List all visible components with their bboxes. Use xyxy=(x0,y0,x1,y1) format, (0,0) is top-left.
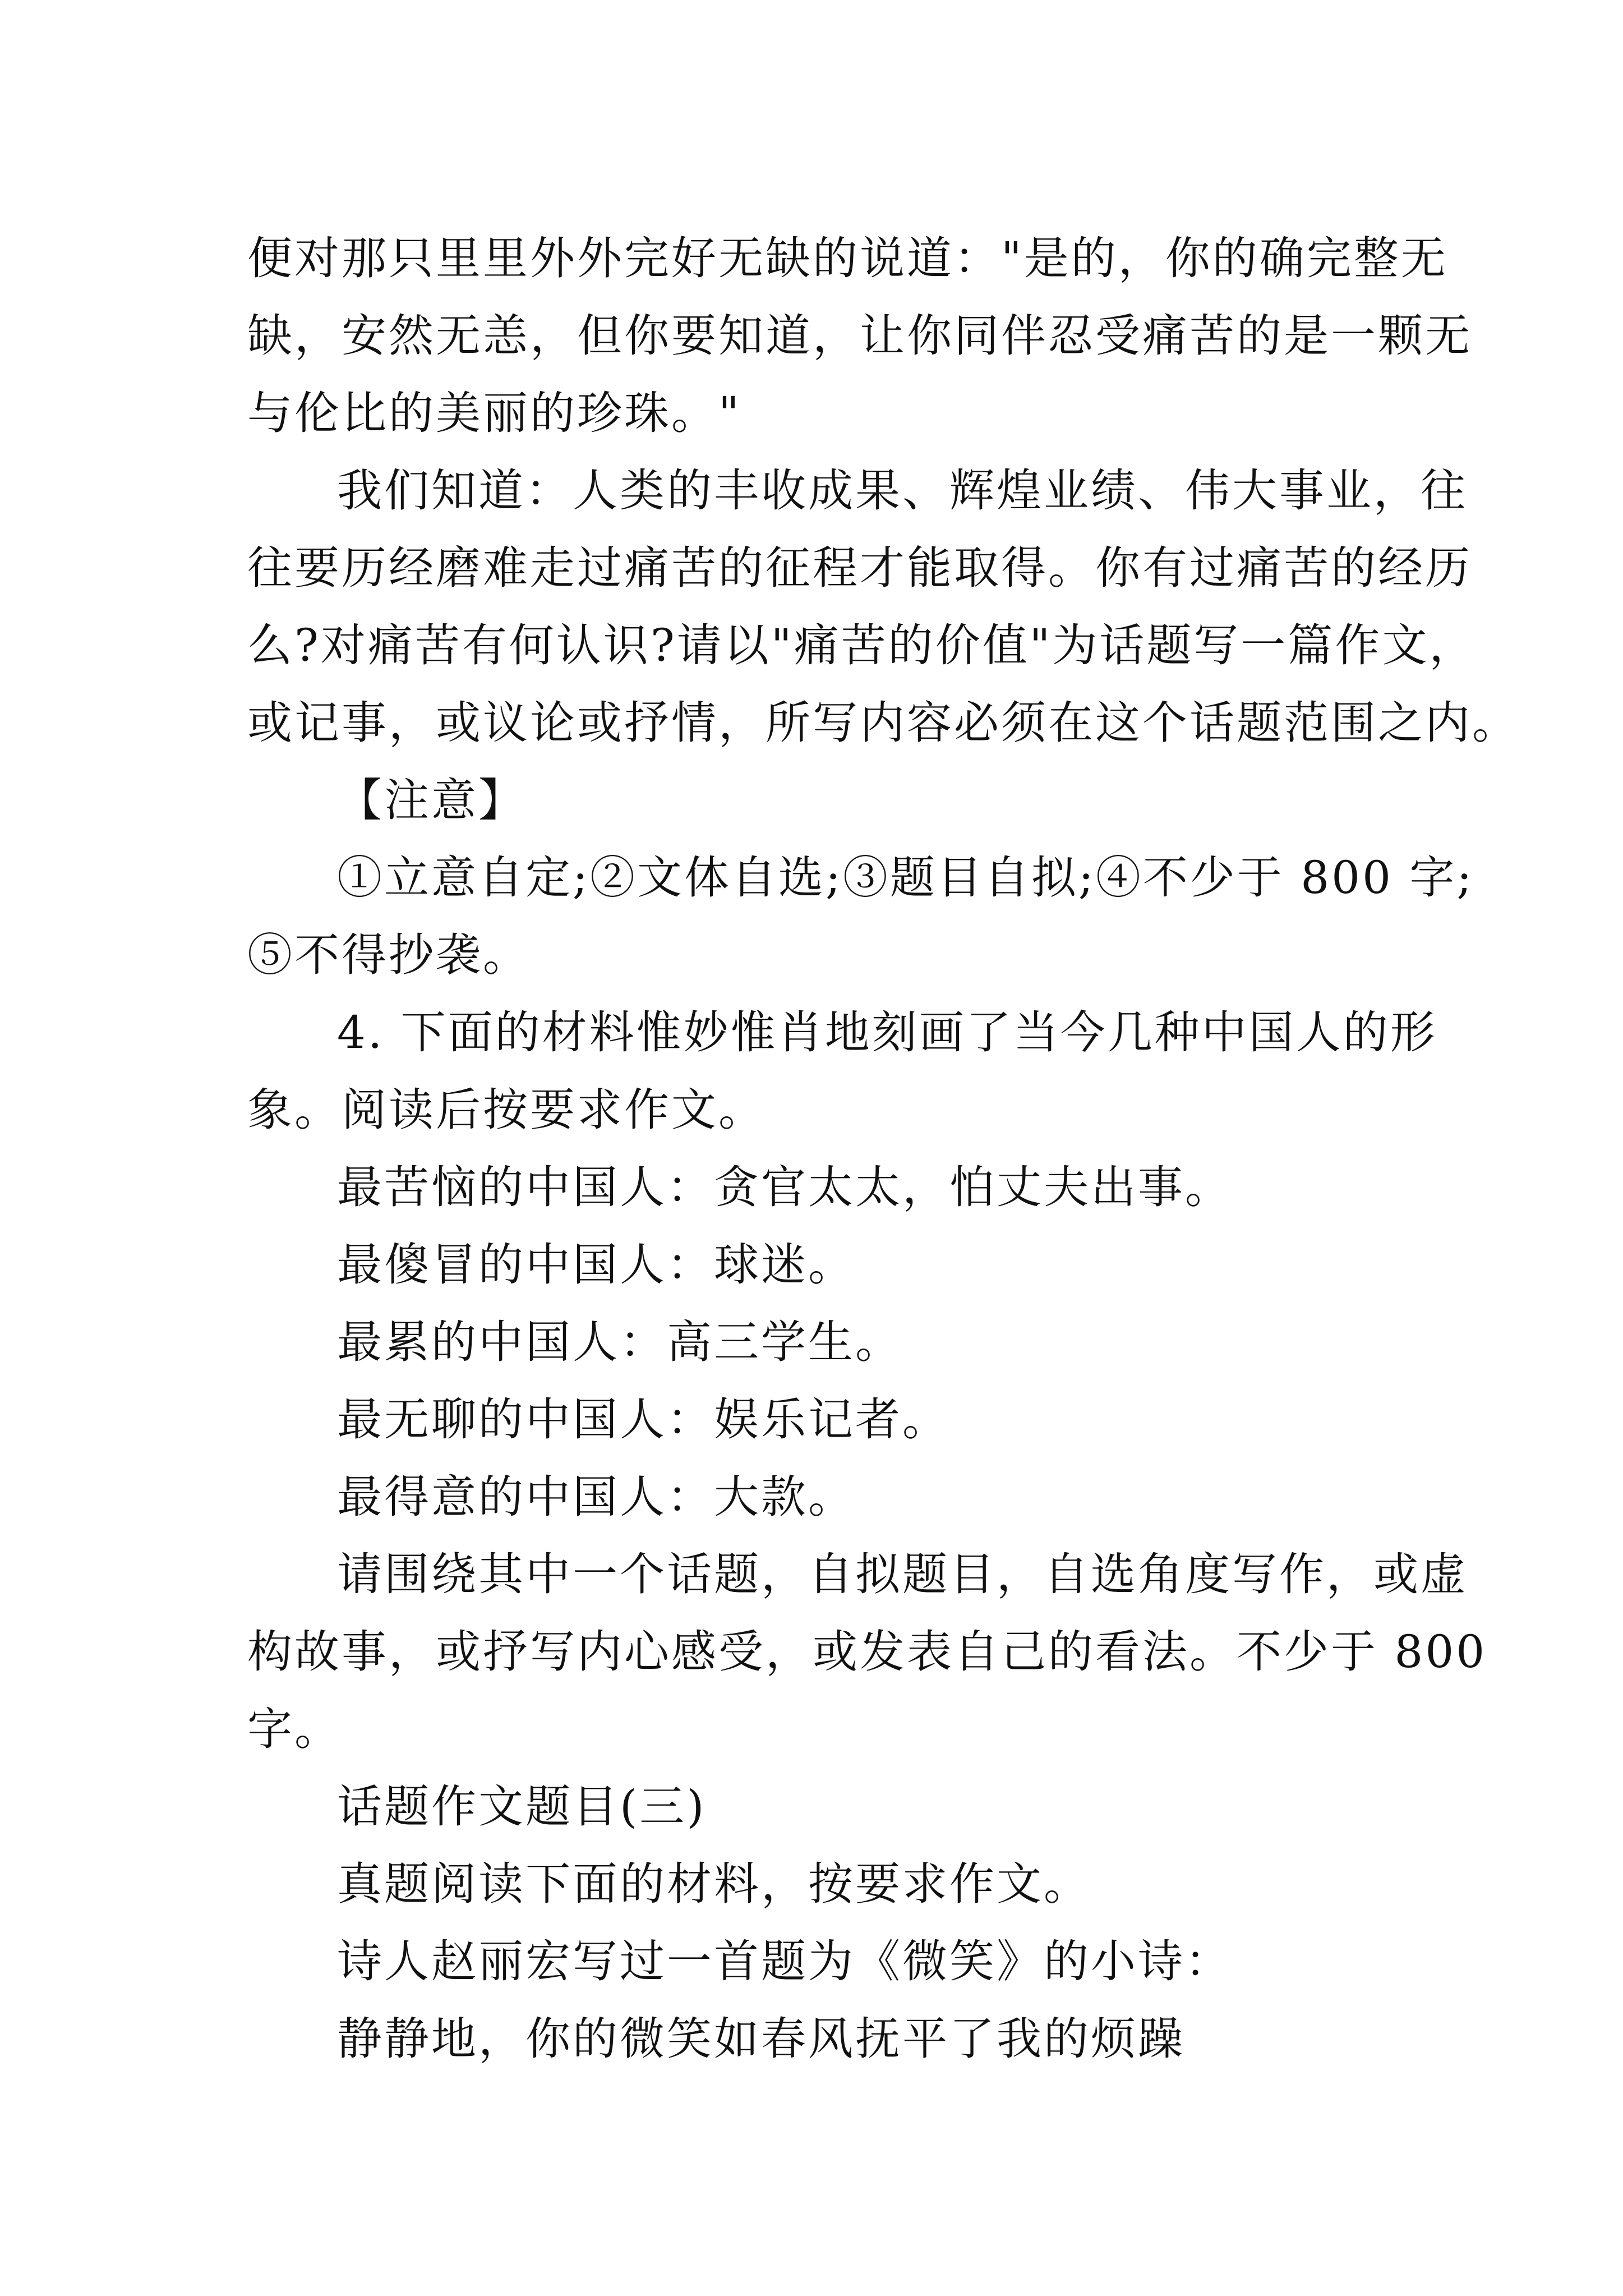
text-line: 往要历经磨难走过痛苦的征程才能取得。你有过痛苦的经历 xyxy=(247,542,1472,594)
text-line: 与伦比的美丽的珍珠。" xyxy=(247,387,741,439)
list-item: 最无聊的中国人：娱乐记者。 xyxy=(337,1393,949,1446)
text-line: ⑤不得抄袭。 xyxy=(247,929,530,981)
document-body xyxy=(247,220,1519,2078)
text-line: 请围绕其中一个话题，自拟题目，自选角度写作，或虚 xyxy=(337,1548,1468,1600)
section-heading: 【注意】 xyxy=(337,774,525,826)
list-item: 最得意的中国人：大款。 xyxy=(337,1471,855,1523)
text-line: 便对那只里里外外完好无缺的说道："是的，你的确完整无 xyxy=(247,232,1448,284)
section-heading: 话题作文题目(三) xyxy=(337,1780,707,1833)
text-line: 或记事，或议论或抒情，所写内容必须在这个话题范围之内。 xyxy=(247,697,1519,749)
text-line: 缺，安然无恙，但你要知道，让你同伴忍受痛苦的是一颗无 xyxy=(247,310,1472,362)
text-line: 象。阅读后按要求作文。 xyxy=(247,1084,766,1136)
list-item: 最累的中国人：高三学生。 xyxy=(337,1316,902,1368)
list-item: 最苦恼的中国人：贪官太太，怕丈夫出事。 xyxy=(337,1161,1232,1213)
text-line: ①立意自定;②文体自选;③题目自拟;④不少于 800 字; xyxy=(337,852,1474,904)
text-line: 构故事，或抒写内心感受，或发表自己的看法。不少于 800 xyxy=(247,1626,1487,1678)
text-line: 静静地，你的微笑如春风抚平了我的烦躁 xyxy=(337,2013,1185,2065)
text-line: 4. 下面的材料惟妙惟肖地刻画了当今几种中国人的形 xyxy=(337,1006,1437,1059)
text-line: 字。 xyxy=(247,1703,342,1755)
text-line: 我们知道：人类的丰收成果、辉煌业绩、伟大事业，往 xyxy=(337,464,1468,517)
text-line: 真题阅读下面的材料，按要求作文。 xyxy=(337,1858,1091,1910)
text-line: 诗人赵丽宏写过一首题为《微笑》的小诗： xyxy=(337,1935,1232,1987)
list-item: 最傻冒的中国人：球迷。 xyxy=(337,1239,855,1291)
text-line: 么?对痛苦有何认识?请以"痛苦的价值"为话题写一篇作文， xyxy=(247,619,1477,671)
